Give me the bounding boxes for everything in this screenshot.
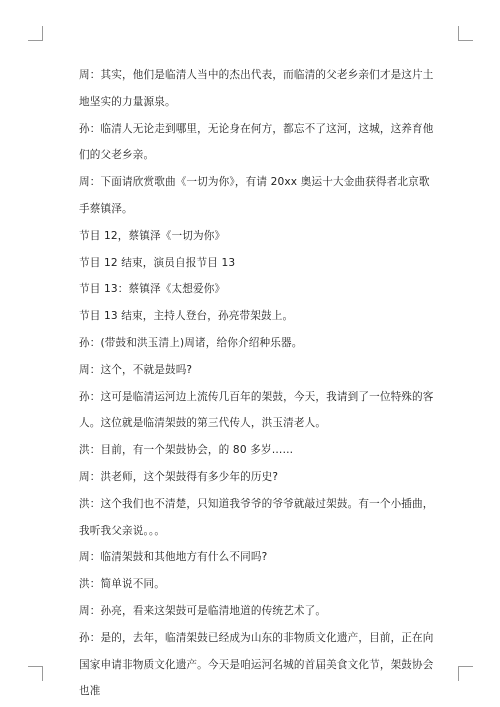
paragraph: 周：孙亮，看来这架鼓可是临清地道的传统艺术了。 xyxy=(79,604,327,617)
crop-mark-bottom-right xyxy=(458,666,473,681)
paragraph: 节目 13：蔡镇泽《太想爱你》 xyxy=(79,283,226,296)
paragraph: 洪：简单说不同。 xyxy=(79,578,165,591)
paragraph: 节目 12，蔡镇泽《一切为你》 xyxy=(79,229,226,242)
crop-mark-bottom-left xyxy=(28,666,43,681)
paragraph: 孙：是的，去年，临清架鼓已经成为山东的非物质文化遗产，目前，正在向国家申请非物质文化遗产。今天是咱运河名城的首届美食文化节，架鼓协会也准 xyxy=(79,631,434,698)
crop-mark-top-right xyxy=(458,26,473,41)
paragraph: 洪：目前，有一个架鼓协会，的 80 多岁…… xyxy=(79,444,294,457)
paragraph: 孙：这可是临清运河边上流传几百年的架鼓，今天，我请到了一位特殊的客人。这位就是临清架鼓的第三代传人，洪玉清老人。 xyxy=(79,390,434,430)
paragraph: 周：其实，他们是临清人当中的杰出代表，而临清的父老乡亲们才是这片土地坚实的力量源泉。 xyxy=(79,69,434,108)
paragraph: 节目 12 结束，演员自报节目 13 xyxy=(79,256,236,269)
paragraph: 周：临清架鼓和其他地方有什么不同吗? xyxy=(79,551,268,564)
document-body xyxy=(79,62,439,705)
paragraph: 孙：(带鼓和洪玉清上)周诸，给你介绍种乐器。 xyxy=(79,336,303,349)
paragraph: 周：下面请欣赏歌曲《一切为你》，有请 20xx 奥运十大金曲获得者北京歌手蔡镇泽。 xyxy=(79,176,430,215)
crop-mark-top-left xyxy=(28,26,43,41)
paragraph: 周：这个，不就是鼓吗? xyxy=(79,363,193,376)
paragraph: 洪：这个我们也不清楚，只知道我爷爷的爷爷就敲过架鼓。有一个小插曲，我听我父亲说。。。 xyxy=(79,497,434,537)
paragraph: 周：洪老师，这个架鼓得有多少年的历史? xyxy=(79,470,279,483)
paragraph: 节目 13 结束，主持人登台，孙亮带架鼓上。 xyxy=(79,310,294,323)
paragraph: 孙：临清人无论走到哪里，无论身在何方，都忘不了这河，这城，这养育他们的父老乡亲。 xyxy=(79,122,434,162)
